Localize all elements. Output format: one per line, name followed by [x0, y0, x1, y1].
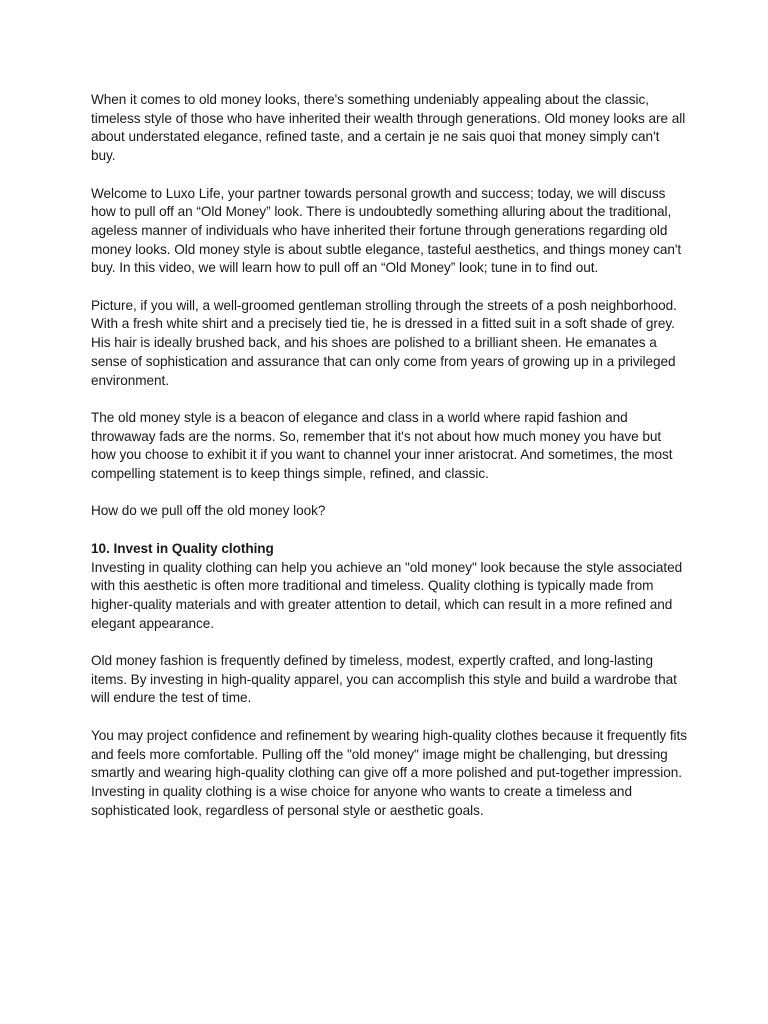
intro-paragraph-4: The old money style is a beacon of elegance and class in a world where rapid fashion and throwaway fads are the norms. So, remember that it's not about how much money you have but how you choose to exhibit it if you want to channel your inner aristocrat. And sometimes, the most compelling statement is to keep things simple, refined, and classic. [91, 409, 673, 482]
section-paragraph-3: You may project confidence and refinement by wearing high-quality clothes because it frequently fits and feels more comfortable. Pulling off the "old money" image might be challenging, but dressing smartly and wearing high-quality clothing can give off a more polished and put-together impression. Investing in quality clothing is a wise choice for anyone who wants to create a timeless and sophisticated look, regardless of personal style or aesthetic goals. [91, 727, 687, 818]
intro-question: How do we pull off the old money look? [91, 503, 326, 519]
intro-paragraph-1: When it comes to old money looks, there's something undeniably appealing about the classic, timeless style of those who have inherited their wealth through generations. Old money looks are all about understated elegance, refined taste, and a certain je ne sais quoi that money simply can't buy. [91, 92, 686, 164]
section-heading: 10. Invest in Quality clothing [91, 540, 274, 556]
section-paragraph-2: Old money fashion is frequently defined by timeless, modest, expertly crafted, and long-lasting items. By investing in high-quality apparel, you can accomplish this style and build a wardrobe that will endure the test of time. [91, 653, 677, 706]
intro-paragraph-2: Welcome to Luxo Life, your partner towards personal growth and success; today, we will discuss how to pull off an “Old Money” look. There is undoubtedly something alluring about the traditional, ageless manner of individuals who have inherited their fortune through generations regarding old money looks. Old money style is about subtle elegance, tasteful aesthetics, and things money can't buy. In this video, we will learn how to pull off an “Old Money” look; tune in to find out. [91, 185, 682, 276]
section-paragraph-1: Investing in quality clothing can help you achieve an "old money" look because the style associated with this aesthetic is often more traditional and timeless. Quality clothing is typically made from higher-quality materials and with greater attention to detail, which can result in a more refined and elegant appearance. [91, 559, 683, 631]
document-page [91, 91, 687, 839]
intro-paragraph-3: Picture, if you will, a well-groomed gentleman strolling through the streets of a posh neighborhood. With a fresh white shirt and a precisely tied tie, he is dressed in a fitted suit in a soft shade of grey. His hair is ideally brushed back, and his shoes are polished to a brilliant sheen. He emanates a sense of sophistication and assurance that can only come from years of growing up in a privileged environment. [91, 297, 677, 388]
